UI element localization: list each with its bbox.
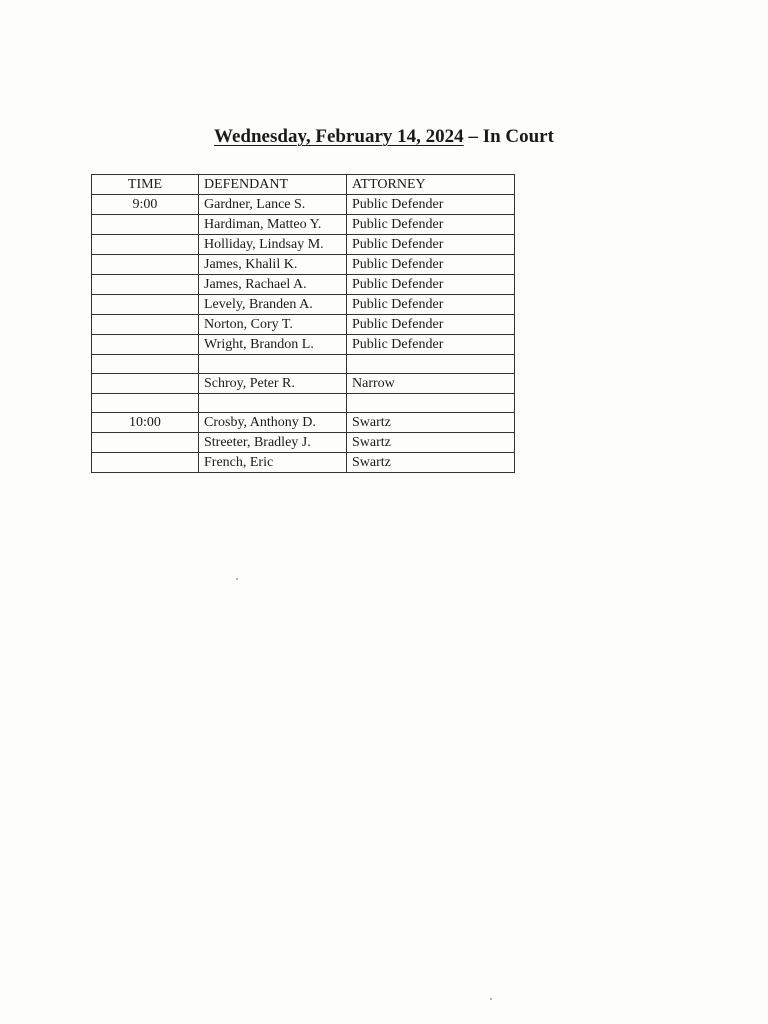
court-schedule-table (91, 174, 515, 473)
defendant-cell: Hardiman, Matteo Y. (199, 215, 347, 235)
table-row (92, 195, 515, 215)
defendant-cell: James, Rachael A. (199, 275, 347, 295)
defendant-cell: Wright, Brandon L. (199, 335, 347, 355)
defendant-cell (199, 394, 347, 413)
attorney-cell: Public Defender (347, 275, 515, 295)
table-row (92, 315, 515, 335)
defendant-cell (199, 355, 347, 374)
table-row (92, 355, 515, 374)
time-cell (92, 453, 199, 473)
time-cell (92, 235, 199, 255)
time-cell (92, 394, 199, 413)
attorney-cell: Public Defender (347, 335, 515, 355)
scan-speck (236, 578, 238, 580)
title-suffix: – In Court (463, 126, 554, 147)
time-cell: 9:00 (92, 195, 199, 215)
header-time: TIME (92, 175, 199, 195)
table-row (92, 433, 515, 453)
table-row (92, 394, 515, 413)
defendant-cell: Levely, Branden A. (199, 295, 347, 315)
attorney-cell: Public Defender (347, 315, 515, 335)
table-row (92, 453, 515, 473)
time-cell: 10:00 (92, 413, 199, 433)
table-row (92, 413, 515, 433)
time-cell (92, 335, 199, 355)
attorney-cell: Public Defender (347, 235, 515, 255)
defendant-cell: French, Eric (199, 453, 347, 473)
table-row (92, 275, 515, 295)
time-cell (92, 374, 199, 394)
table-row (92, 295, 515, 315)
attorney-cell: Narrow (347, 374, 515, 394)
attorney-cell (347, 394, 515, 413)
defendant-cell: James, Khalil K. (199, 255, 347, 275)
defendant-cell: Streeter, Bradley J. (199, 433, 347, 453)
page-title (0, 126, 768, 148)
attorney-cell: Swartz (347, 453, 515, 473)
time-cell (92, 315, 199, 335)
time-cell (92, 275, 199, 295)
scan-speck (490, 998, 492, 1000)
header-attorney: ATTORNEY (347, 175, 515, 195)
time-cell (92, 215, 199, 235)
header-defendant: DEFENDANT (199, 175, 347, 195)
time-cell (92, 355, 199, 374)
table-row (92, 255, 515, 275)
attorney-cell: Public Defender (347, 215, 515, 235)
schedule-body (92, 175, 515, 473)
defendant-cell: Norton, Cory T. (199, 315, 347, 335)
attorney-cell: Public Defender (347, 295, 515, 315)
defendant-cell: Crosby, Anthony D. (199, 413, 347, 433)
table-row (92, 215, 515, 235)
title-date: Wednesday, February 14, 2024 (214, 126, 464, 147)
table-row (92, 235, 515, 255)
time-cell (92, 295, 199, 315)
attorney-cell: Swartz (347, 413, 515, 433)
defendant-cell: Gardner, Lance S. (199, 195, 347, 215)
defendant-cell: Holliday, Lindsay M. (199, 235, 347, 255)
header-row (92, 175, 515, 195)
attorney-cell: Swartz (347, 433, 515, 453)
defendant-cell: Schroy, Peter R. (199, 374, 347, 394)
attorney-cell (347, 355, 515, 374)
table-row (92, 335, 515, 355)
time-cell (92, 433, 199, 453)
attorney-cell: Public Defender (347, 255, 515, 275)
time-cell (92, 255, 199, 275)
attorney-cell: Public Defender (347, 195, 515, 215)
table-row (92, 374, 515, 394)
